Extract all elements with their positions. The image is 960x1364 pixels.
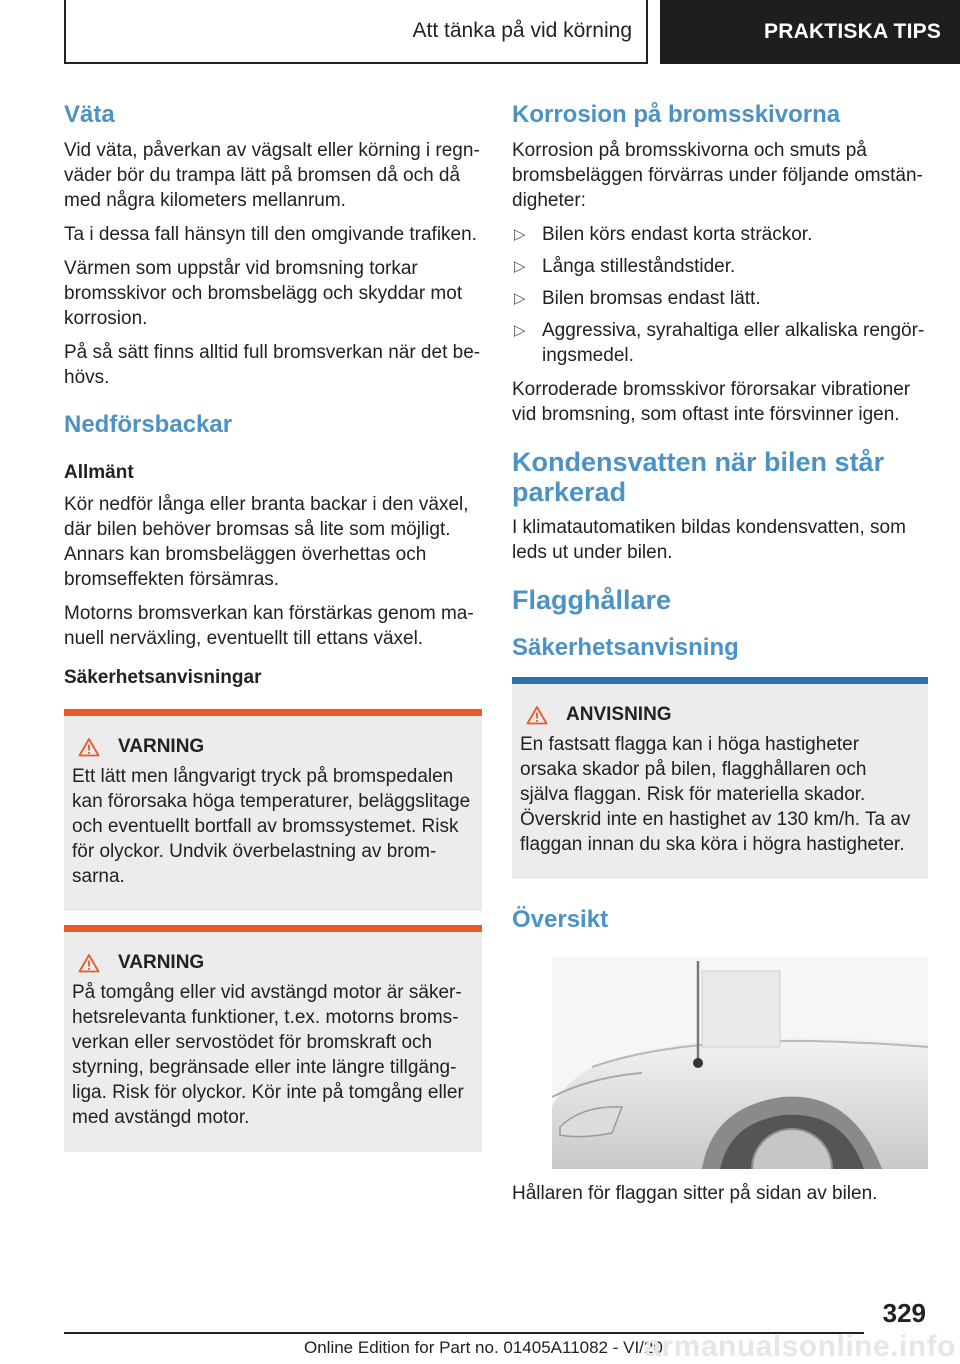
warning-label: VARNING (118, 952, 205, 973)
paragraph: Kör nedför långa eller branta backar i den växel, där bilen behöver bromsas så lite som möjligt. Annars kan bromsbeläggen överhettas och bromseffekten försämras. (64, 494, 469, 590)
flag-holder-illustration (552, 957, 928, 1169)
footer-edition: Online Edition for Part no. 01405A11082 - VI/20 (304, 1338, 663, 1357)
left-column (64, 100, 482, 1152)
warning-triangle-icon (78, 737, 100, 757)
section-title-kondensvatten: Kondensvatten när bilen står parkerad (512, 447, 885, 507)
section-title-oversikt: Översikt (512, 906, 609, 933)
footer-watermark: armanualsonline.info (644, 1330, 956, 1363)
list-item: ▷ Långa stilleståndstider. (514, 256, 736, 277)
list-item: ▷ Aggressiva, syrahaltiga eller alkaliska rengöringsmedel. (514, 320, 925, 366)
paragraph: Ta i dessa fall hänsyn till den omgivande trafiken. (64, 224, 477, 245)
header-chapter-label: PRAKTISKA TIPS (764, 20, 942, 43)
warning-box-1 (64, 709, 482, 911)
figure-caption: Hållaren för flaggan sitter på sidan av bilen. (512, 1183, 878, 1204)
right-column (512, 100, 928, 1215)
header-section-tab (64, 0, 648, 64)
subsection-title-sakerhetsanvisning: Säkerhetsanvisning (512, 634, 739, 661)
paragraph: Motorns bromsverkan kan förstärkas genom manuell nerväxling, eventuellt till ettans växel. (64, 603, 474, 649)
list-item: ▷ Bilen körs endast korta sträckor. (514, 224, 813, 245)
notice-box-header (520, 704, 920, 726)
list-item: ▷ Bilen bromsas endast lätt. (514, 288, 761, 309)
warning-text: Ett lätt men långvarigt tryck på bromspedalen kan förorsaka höga temperaturer, beläggslitage och eventuellt bortfall av bromssystemet. Risk för olyckor. Undvik överbelastning av bromsarna. (72, 766, 471, 887)
paragraph: I klimatautomatiken bildas kondensvatten, som leds ut under bilen. (512, 517, 906, 563)
warning-label: VARNING (118, 736, 205, 757)
section-title-flagghallare: Flagghållare (512, 585, 672, 615)
warning-box-2 (64, 925, 482, 1152)
page-number: 329 (882, 1298, 926, 1328)
warning-text: På tomgång eller vid avstängd motor är säkerhetsrelevanta funktioner, t.ex. motorns bromsverkan eller servostödet för bromskraft och styrning, begränsade eller inte längre tillgängliga. Risk för olyckor. Kör inte på tomgång eller med avstängd motor. (72, 982, 464, 1128)
car-flag-image (552, 957, 928, 1169)
notice-text: En fastsatt flagga kan i höga hastigheter orsaka skador på bilen, flagghållaren och själva flaggan. Risk för materiella skador. Överskrid inte en hastighet av 130 km/h. Ta av flaggan innan du ska köra i högra hastigheter. (520, 734, 911, 855)
section-title-korrosion: Korrosion på bromsskivorna (512, 101, 841, 128)
notice-box (512, 677, 928, 879)
notice-label: ANVISNING (566, 704, 672, 725)
bullet-list (512, 222, 928, 368)
bullet-triangle-icon: ▷ (514, 322, 526, 339)
header-chapter-tab (660, 0, 960, 64)
bullet-triangle-icon: ▷ (514, 258, 526, 275)
warning-box-header (72, 736, 472, 758)
paragraph: Värmen som uppstår vid bromsning torkar bromsskivor och bromsbelägg och skyddar mot korrosion. (64, 258, 463, 329)
section-title-nedforsbackar: Nedförsbackar (64, 411, 233, 438)
bullet-triangle-icon: ▷ (514, 226, 526, 243)
warning-triangle-icon (78, 953, 100, 973)
header-section-label: Att tänka på vid körning (412, 19, 632, 42)
subsection-title-allmant: Allmänt (64, 462, 134, 483)
paragraph: Korrosion på bromsskivorna och smuts på bromsbeläggen förvärras under följande omständigheter: (512, 140, 923, 211)
subsection-title-sakerhetsanvisningar: Säkerhetsanvisningar (64, 667, 262, 688)
warning-triangle-icon (526, 705, 548, 725)
warning-box-header (72, 952, 472, 974)
paragraph: Vid väta, påverkan av vägsalt eller körning i regnväder bör du trampa lätt på bromsen då och då med några kilometers mellanrum. (64, 140, 480, 211)
section-title-vata: Väta (64, 101, 115, 128)
paragraph: Korroderade bromsskivor förorsakar vibrationer vid bromsning, som oftast inte försvinner igen. (512, 379, 911, 425)
paragraph: På så sätt finns alltid full bromsverkan när det behövs. (64, 342, 481, 388)
bullet-triangle-icon: ▷ (514, 290, 526, 307)
